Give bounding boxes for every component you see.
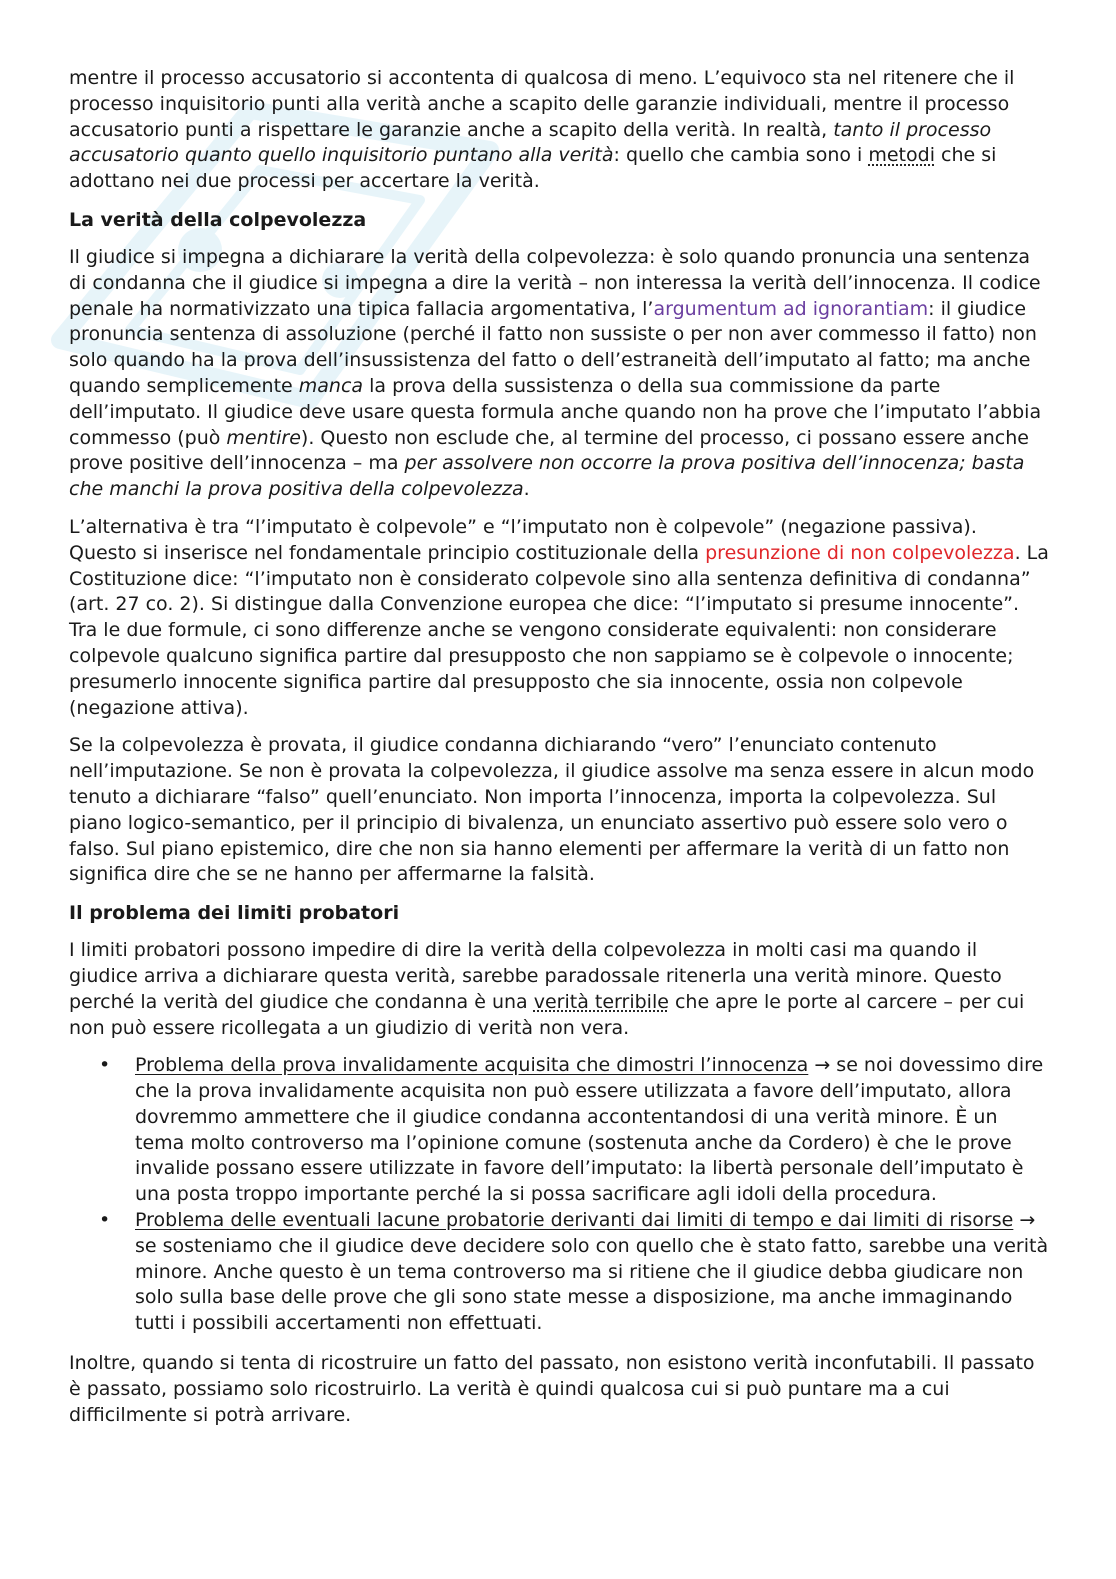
paragraph-6: Inoltre, quando si tenta di ricostruire un fatto del passato, non esistono verità inconfutabili. Il passato è passato, possiamo solo ricostruirlo. La verità è quindi qualcosa cui si può puntare ma a cui difficilmente si potrà arrivare. xyxy=(69,1352,1035,1426)
presunzione-highlight: presunzione di non colpevolezza xyxy=(705,541,1015,564)
paragraph-3: L’alternativa è tra “l’imputato è colpevole” e “l’imputato non è colpevole” (negazione passiva). Questo si inserisce nel fondamentale principio costituzionale della presunzione di non colpevolezza. La Costituzione dice: “l’imputato non è considerato colpevole sino alla sentenza definitiva di condanna” (art. 27 co. 2). Si distingue dalla Convenzione europea che dice: “l’imputato si presume innocente”. Tra le due formule, ci sono differenze anche se vengono considerate equivalenti: non considerare colpevole qualcuno significa partire dal presupposto che non sappiamo se è colpevole o innocente; presumerlo innocente significa partire dal presupposto che sia innocente, ossia non colpevole (negazione attiva). xyxy=(69,515,1049,719)
list-item: • Problema delle eventuali lacune probatorie derivanti dai limiti di tempo e dai limiti di risorse → se sosteniamo che il giudice deve decidere solo con quello che è stato fatto, sarebbe una verità minore. Anche questo è un tema controverso ma si ritiene che il giudice debba giudicare non solo sulla base delle prove che gli sono state messe a disposizione, ma anche immaginando tutti i possibili accertamenti non effettuati. xyxy=(135,1208,1049,1337)
bullet-list xyxy=(69,1053,1049,1337)
document-page xyxy=(69,66,1049,1440)
section-heading-colpevolezza: La verità della colpevolezza xyxy=(69,208,367,231)
metodi-term: metodi xyxy=(868,144,935,167)
argumentum-link: argumentum ad ignorantiam xyxy=(653,297,929,320)
paragraph-5: I limiti probatori possono impedire di dire la verità della colpevolezza in molti casi ma quando il giudice arriva a dichiarare questa verità, sarebbe paradossale ritenerla una verità minore. Questo perché la verità del giudice che condanna è una verità terribile che apre le porte al carcere – per cui non può essere ricollegata a un giudizio di verità non vera. xyxy=(69,939,1025,1039)
list-item: • Problema della prova invalidamente acquisita che dimostri l’innocenza → se noi dovessimo dire che la prova invalidamente acquisita non può essere utilizzata a favore dell’imputato, allora dovremmo ammettere che il giudice condanna accontentandosi di una verità minore. È un tema molto controverso ma l’opinione comune (sostenuta anche da Cordero) è che le prove invalide possano essere utilizzate in favore dell’imputato: la libertà personale dell’imputato è una posta troppo importante perché la si possa sacrificare agli idoli della procedura. xyxy=(135,1053,1049,1208)
paragraph-2: Il giudice si impegna a dichiarare la verità della colpevolezza: è solo quando pronuncia una sentenza di condanna che il giudice si impegna a dire la verità – non interessa la verità dell’innocenza. Il codice penale ha normativizzato una tipica fallacia argomentativa, l’argumentum ad ignorantiam: il giudice pronuncia sentenza di assoluzione (perché il fatto non sussiste o per non aver commesso il fatto) non solo quando ha la prova dell’insussistenza del fatto o dell’estraneità dell’imputato al fatto; ma anche quando semplicemente manca la prova della sussistenza o della sua commissione da parte dell’imputato. Il giudice deve usare questa formula anche quando non ha prove che l’imputato l’abbia commesso (può mentire). Questo non esclude che, al termine del processo, ci possano essere anche prove positive dell’innocenza – ma per assolvere non occorre la prova positiva dell’innocenza; basta che manchi la prova positiva della colpevolezza. xyxy=(69,245,1042,501)
paragraph-4: Se la colpevolezza è provata, il giudice condanna dichiarando “vero” l’enunciato contenuto nell’imputazione. Se non è provata la colpevolezza, il giudice assolve ma senza essere in alcun modo tenuto a dichiarare “falso” quell’enunciato. Non importa l’innocenza, importa la colpevolezza. Sul piano logico-semantico, per il principio di bivalenza, un enunciato assertivo può essere solo vero o falso. Sul piano epistemico, dire che non sia hanno elementi per affermare la verità di un fatto non significa dire che se ne hanno per affermarne la falsità. xyxy=(69,734,1035,886)
paragraph-1: mentre il processo accusatorio si accontenta di qualcosa di meno. L’equivoco sta nel ritenere che il processo inquisitorio punti alla verità anche a scapito delle garanzie individuali, mentre il processo accusatorio punti a rispettare le garanzie anche a scapito della verità. In realtà, tanto il processo accusatorio quanto quello inquisitorio puntano alla verità: quello che cambia sono i metodi che si adottano nei due processi per accertare la verità. xyxy=(69,67,1015,193)
verita-terribile-term: verità terribile xyxy=(533,990,669,1013)
section-heading-limiti: Il problema dei limiti probatori xyxy=(69,902,400,925)
